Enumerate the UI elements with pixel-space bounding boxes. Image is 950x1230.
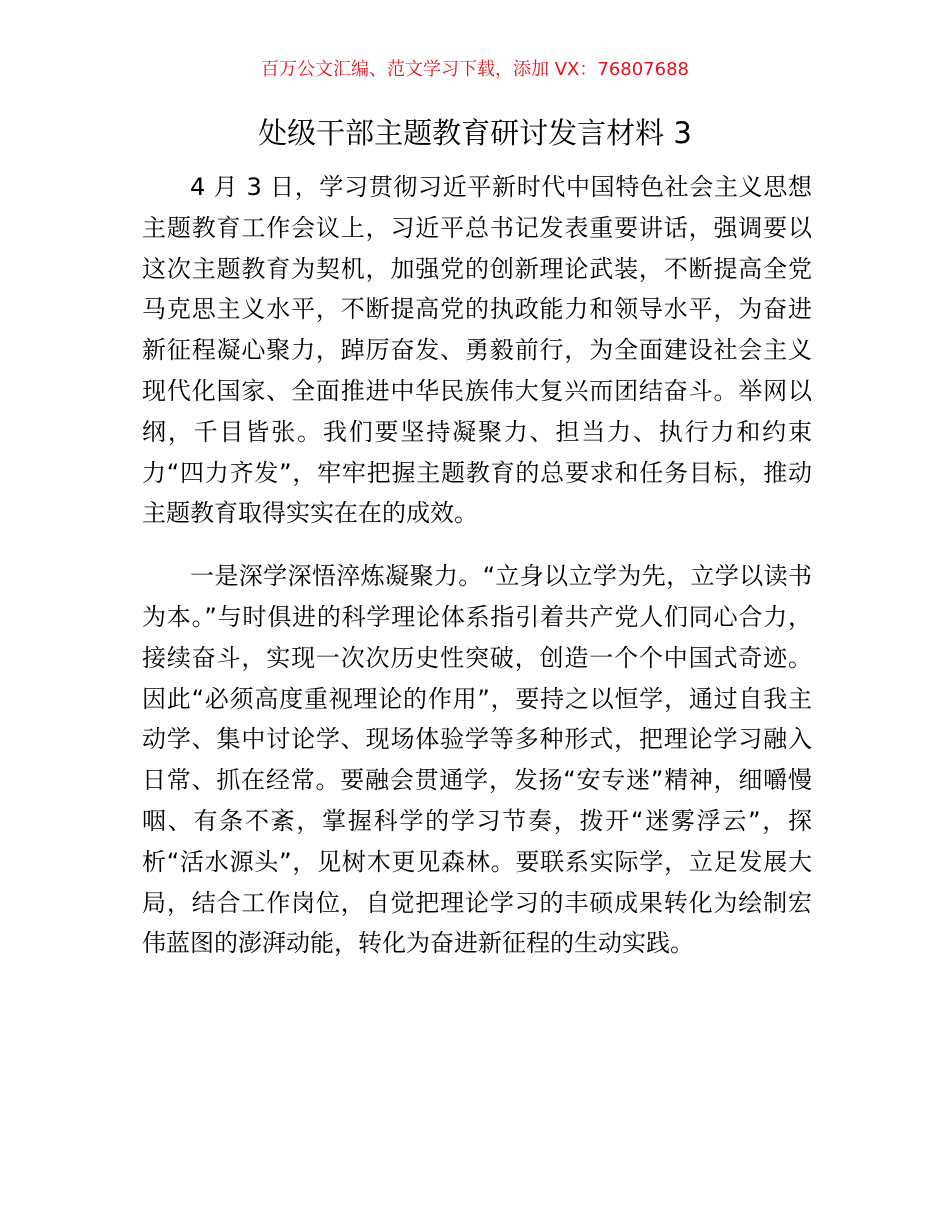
document-body (142, 167, 812, 964)
header-promo-note: 百万公文汇编、范文学习下载，添加 VX：76807688 (261, 59, 689, 80)
body-paragraph-1: 4 月 3 日，学习贯彻习近平新时代中国特色社会主义思想主题教育工作会议上，习近平总书记发表重要讲话，强调要以这次主题教育为契机，加强党的创新理论武装，不断提高全党马克思主义水平，不断提高党的执政能力和领导水平，为奋进新征程凝心聚力，踔厉奋发、勇毅前行，为全面建设社会主义现代化国家、全面推进中华民族伟大复兴而团结奋斗。举网以纲，千目皆张。我们要坚持凝聚力、担当力、执行力和约束力“四力齐发”，牢牢把握主题教育的总要求和任务目标，推动主题教育取得实实在在的成效。 (142, 173, 812, 528)
document-title: 处级干部主题教育研讨发言材料 3 (258, 116, 692, 150)
body-paragraph-2: 一是深学深悟淬炼凝聚力。“立身以立学为先，立学以读书为本。”与时俱进的科学理论体系指引着共产党人们同心合力，接续奋斗，实现一次次历史性突破，创造一个个中国式奇迹。因此“必须高度重视理论的作用”，要持之以恒学，通过自我主动学、集中讨论学、现场体验学等多种形式，把理论学习融入日常、抓在经常。要融会贯通学，发扬“安专迷”精神，细嚼慢咽、有条不紊，掌握科学的学习节奏，拨开“迷雾浮云”，探析“活水源头”，见树木更见森林。要联系实际学，立足发展大局，结合工作岗位，自觉把理论学习的丰硕成果转化为绘制宏伟蓝图的澎湃动能，转化为奋进新征程的生动实践。 (142, 562, 812, 958)
